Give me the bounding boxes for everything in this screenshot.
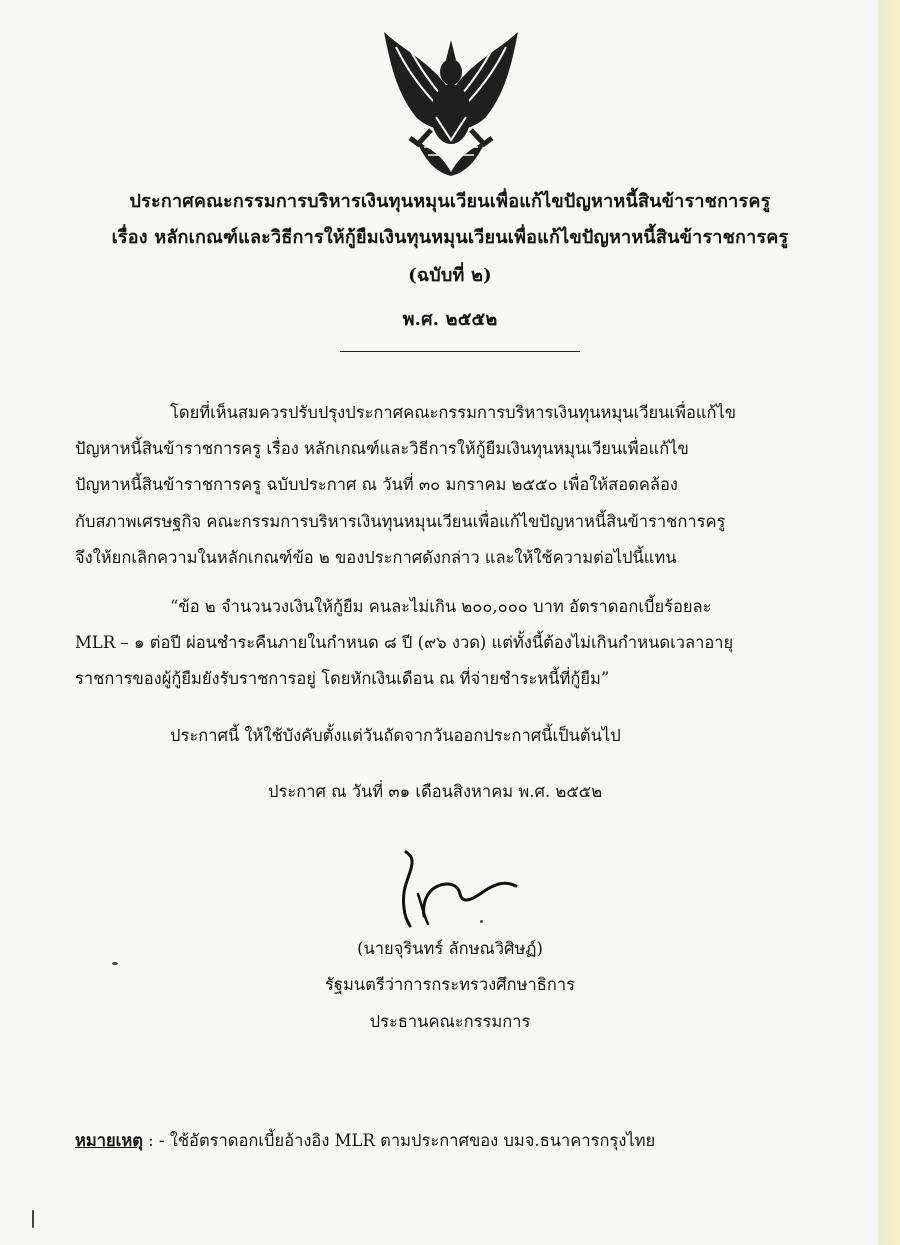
quoted-clause-line: “ข้อ ๒ จำนวนวงเงินให้กู้ยืม คนละไม่เกิน ๒๐๐,๐๐๐ บาท อัตราดอกเบี้ยร้อยละ [170,597,712,616]
page-edge [878,0,900,1245]
announcement-date: ประกาศ ณ วันที่ ๓๑ เดือนสิงหาคม พ.ศ. ๒๕๕๒ [268,782,603,801]
paragraph-line: ปัญหาหนี้สินข้าราชการครู เรื่อง หลักเกณฑ์และวิธีการให้กู้ยืมเงินทุนหมุนเวียนเพื่อแก้ไข [75,439,689,458]
garuda-emblem-icon [376,22,526,178]
handwritten-signature [398,850,538,930]
signatory-name: (นายจุรินทร์ ลักษณวิศิษฏ์) [357,939,543,958]
signatory-position: รัฐมนตรีว่าการกระทรวงศึกษาธิการ [325,975,575,994]
paragraph-line: กับสภาพเศรษฐกิจ คณะกรรมการบริหารเงินทุนหมุนเวียนเพื่อแก้ไขปัญหาหนี้สินข้าราชการครู [75,512,726,531]
quoted-clause-line: ราชการของผู้กู้ยืมยังรับราชการอยู่ โดยหักเงินเดือน ณ ที่จ่ายชำระหนี้ที่กู้ยืม” [75,669,610,688]
footnote [75,1128,655,1154]
title-divider [340,351,580,353]
footnote-text: : - ใช้อัตราดอกเบี้ยอ้างอิง MLR ตามประกาศของ บมจ.ธนาคารกรุงไทย [142,1131,656,1150]
scan-speck [480,920,483,923]
quoted-clause-line: MLR – ๑ ต่อปี ผ่อนชำระคืนภายในกำหนด ๘ ปี (๙๖ งวด) แต่ทั้งนี้ต้องไม่เกินกำหนดเวลาอายุ [75,633,734,652]
effective-clause: ประกาศนี้ ให้ใช้บังคับตั้งแต่วันถัดจากวันออกประกาศนี้เป็นต้นไป [170,726,621,745]
announcement-year: พ.ศ. ๒๕๕๒ [402,309,498,330]
paragraph-line: จึงให้ยกเลิกความในหลักเกณฑ์ข้อ ๒ ของประกาศดังกล่าว และให้ใช้ความต่อไปนี้แทน [75,548,677,567]
footnote-label: หมายเหตุ [75,1131,143,1150]
edition-number: (ฉบับที่ ๒) [408,265,492,286]
announcement-title-line2: เรื่อง หลักเกณฑ์และวิธีการให้กู้ยืมเงินทุนหมุนเวียนเพื่อแก้ไขปัญหาหนี้สินข้าราชการครู [111,227,789,248]
paragraph-line: ปัญหาหนี้สินข้าราชการครู ฉบับประกาศ ณ วันที่ ๓๐ มกราคม ๒๕๕๐ เพื่อให้สอดคล้อง [75,475,678,494]
scan-speck [112,962,118,965]
signatory-role: ประธานคณะกรรมการ [369,1012,531,1031]
scan-speck [32,1210,34,1228]
announcement-title-line1: ประกาศคณะกรรมการบริหารเงินทุนหมุนเวียนเพื่อแก้ไขปัญหาหนี้สินข้าราชการครู [129,191,771,212]
paragraph-line: โดยที่เห็นสมควรปรับปรุงประกาศคณะกรรมการบริหารเงินทุนหมุนเวียนเพื่อแก้ไข [170,403,737,422]
